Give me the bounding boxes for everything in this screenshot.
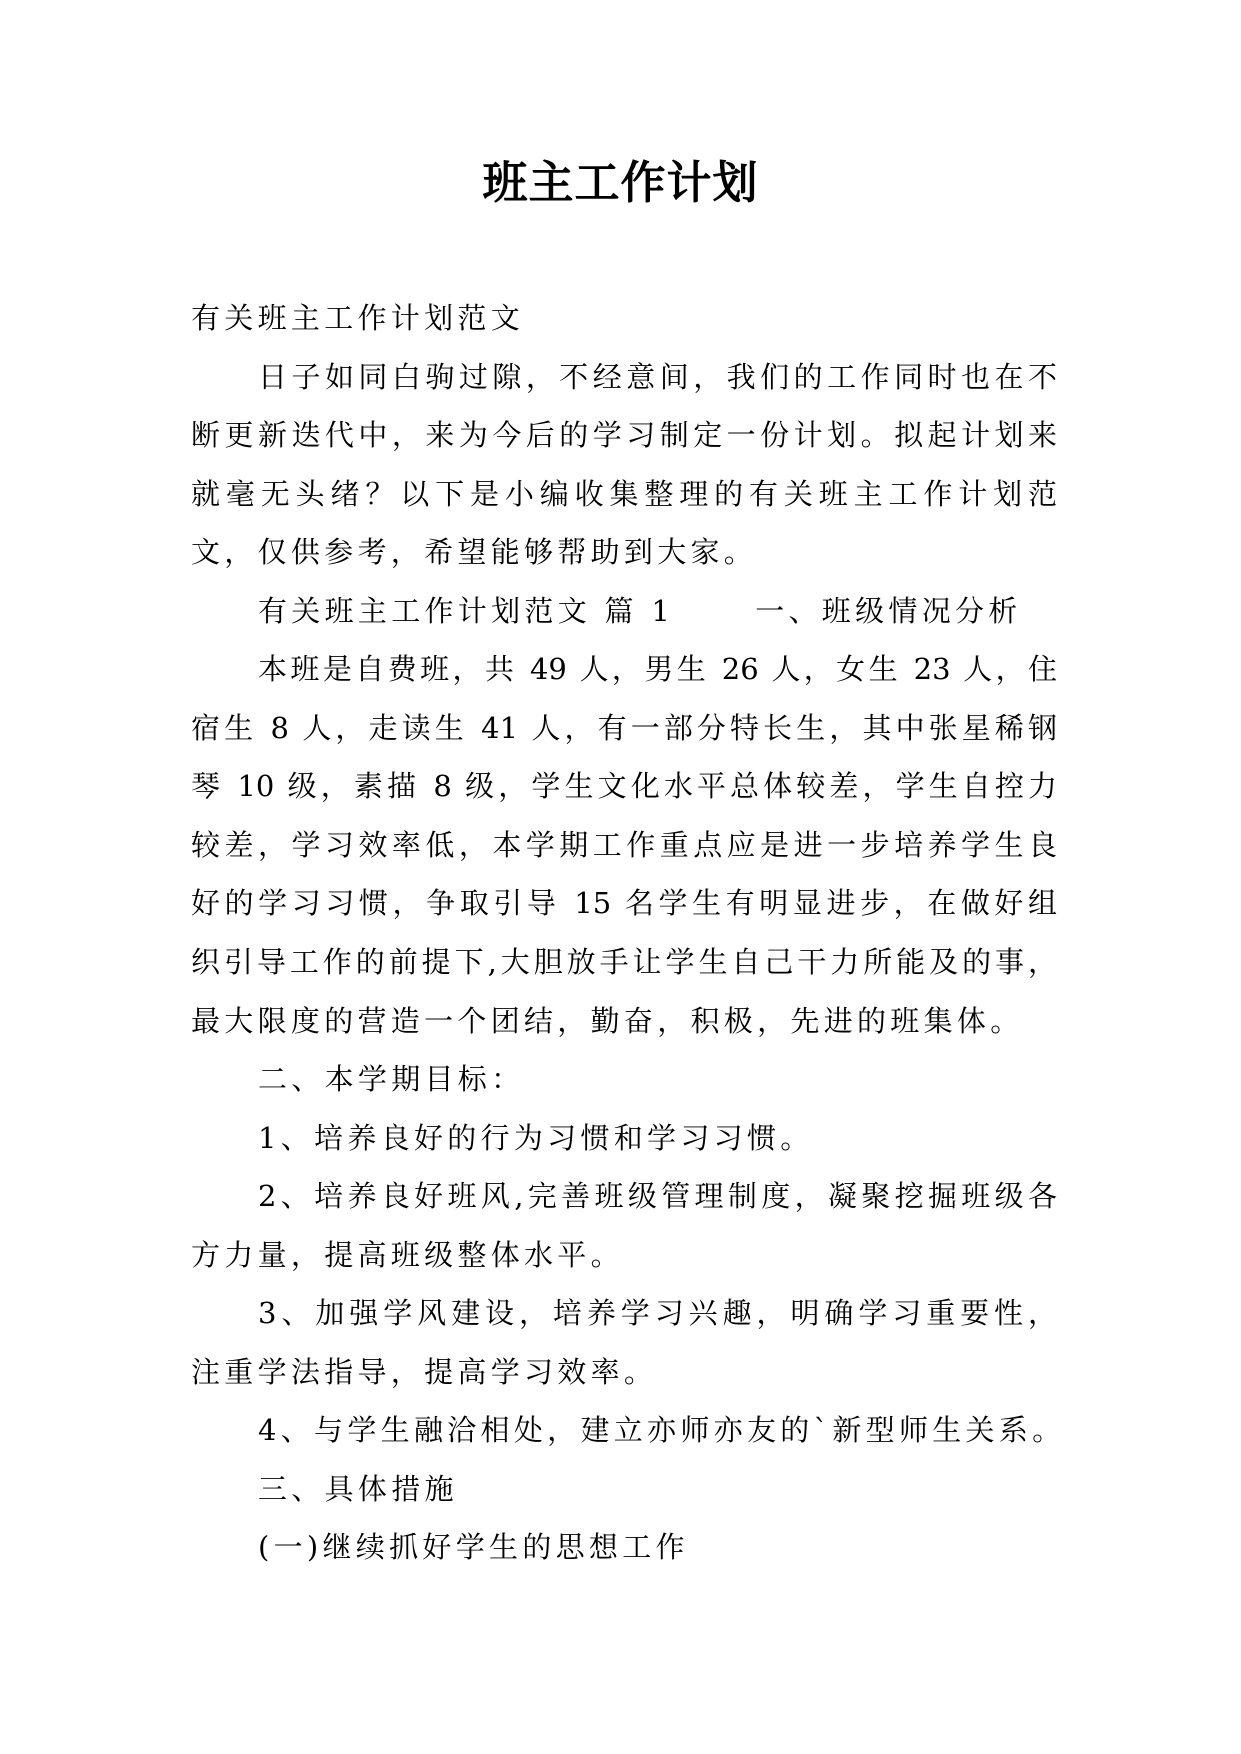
text-line: 注重学法指导，提高学习效率。 (191, 1354, 658, 1389)
paragraph (191, 1109, 1057, 1168)
paragraph (191, 348, 1057, 582)
text-line: (一)继续抓好学生的思想工作 (258, 1530, 689, 1565)
text-line: 文，仅供参考，希望能够帮助到大家。 (191, 535, 758, 570)
text-line: 有关班主工作计划范文 (191, 301, 525, 335)
paragraph (191, 1050, 1057, 1109)
paragraph (191, 582, 1057, 641)
paragraph (191, 1518, 1057, 1577)
document-title: 班主工作计划 (482, 156, 759, 209)
text-line: 较差，学习效率低，本学期工作重点应是进一步培养学生良 (191, 827, 1057, 862)
text-line: 有关班主工作计划范文 篇 1 一、班级情况分析 (258, 593, 1022, 628)
text-line: 琴 10 级，素描 8 级，学生文化水平总体较差，学生自控力 (191, 769, 1057, 804)
text-line: 2、培养良好班风,完善班级管理制度，凝聚挖掘班级各 (258, 1179, 1057, 1214)
text-line: 二、本学期目标： (258, 1062, 525, 1097)
text-line: 就毫无头绪？以下是小编收集整理的有关班主工作计划范 (191, 476, 1057, 511)
text-line: 日子如同白驹过隙，不经意间，我们的工作同时也在不 (258, 359, 1057, 394)
text-line: 3、加强学风建设，培养学习兴趣，明确学习重要性， (258, 1296, 1057, 1331)
text-line: 断更新迭代中，来为今后的学习制定一份计划。拟起计划来 (191, 418, 1057, 453)
text-line: 最大限度的营造一个团结，勤奋，积极，先进的班集体。 (191, 1003, 1024, 1038)
paragraph (191, 1167, 1057, 1284)
paragraph (191, 1460, 1057, 1519)
paragraph (191, 1284, 1057, 1401)
text-line: 好的学习习惯，争取引导 15 名学生有明显进步，在做好组 (191, 886, 1057, 921)
text-line: 宿生 8 人，走读生 41 人，有一部分特长生，其中张星稀钢 (191, 710, 1057, 745)
text-line: 方力量，提高班级整体水平。 (191, 1237, 624, 1272)
text-line: 本班是自费班，共 49 人，男生 26 人，女生 23 人，住 (258, 652, 1057, 687)
paragraph (191, 640, 1057, 1050)
text-line: 1、培养良好的行为习惯和学习习惯。 (258, 1120, 814, 1155)
paragraph (191, 289, 1057, 348)
text-line: 三、具体措施 (258, 1471, 458, 1506)
paragraph (191, 1401, 1066, 1460)
text-line: 织引导工作的前提下,大胆放手让学生自己干力所能及的事， (191, 945, 1057, 980)
document-body (191, 289, 1066, 1577)
text-line: 4、与学生融洽相处，建立亦师亦友的`新型师生关系。 (258, 1413, 1066, 1448)
